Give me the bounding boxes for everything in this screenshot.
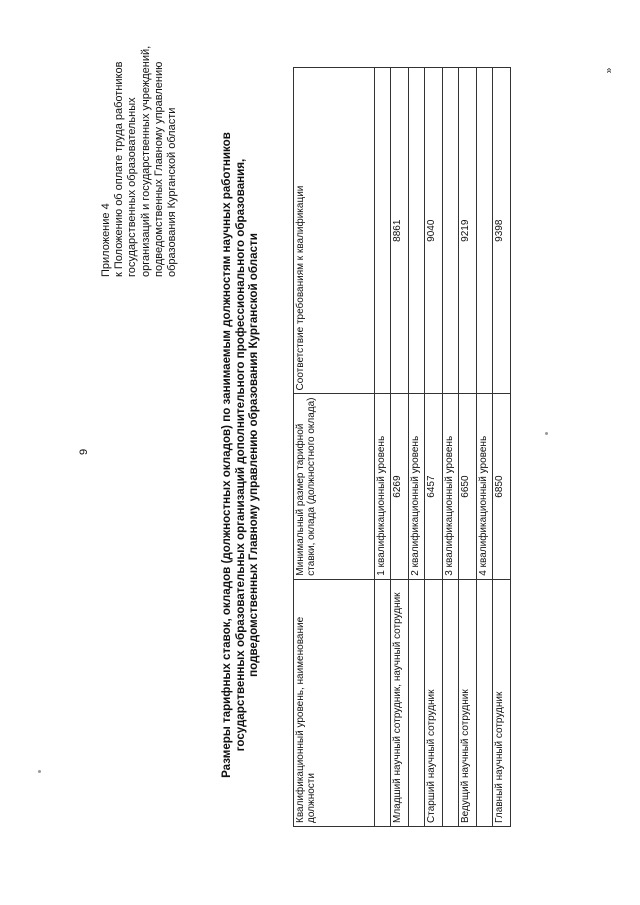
salary-value: 6850 xyxy=(493,394,511,579)
appendix-line: Приложение 4 xyxy=(100,203,112,277)
appendix-line: подведомственных Главному управлению xyxy=(152,61,165,277)
position-name: Главный научный сотрудник xyxy=(493,579,511,826)
salary-value: 6269 xyxy=(391,394,409,579)
table-row xyxy=(409,68,425,827)
qualification-level: 4 квалификационный уровень xyxy=(477,394,493,579)
salary-table xyxy=(293,67,511,827)
table-row xyxy=(477,68,493,827)
qualification-level: 3 квалификационный уровень xyxy=(443,394,459,579)
header-qualification: Соответствие требованиям к квалификации xyxy=(294,68,375,394)
header-position: Квалификационный уровень, наименование должности xyxy=(294,579,375,826)
table-row xyxy=(443,68,459,827)
position-name: Старший научный сотрудник xyxy=(425,579,443,826)
qualification-level: 2 квалификационный уровень xyxy=(409,394,425,579)
position-name: Ведущий научный сотрудник xyxy=(459,579,477,826)
salary-value: 6457 xyxy=(425,394,443,579)
appendix-line: к Положению об оплате труда работников xyxy=(113,61,126,277)
scan-speck xyxy=(545,432,548,435)
qualified-salary-value: 9219 xyxy=(459,68,477,394)
qualification-level: 1 квалификационный уровень xyxy=(375,394,391,579)
appendix-line: образования Курганской области xyxy=(166,107,179,277)
corner-mark: » xyxy=(603,67,615,74)
scan-speck xyxy=(38,770,41,773)
table-header-row xyxy=(294,68,375,827)
qualified-salary-value: 9398 xyxy=(493,68,511,394)
appendix-line: государственных образовательных xyxy=(126,97,139,277)
page-number: 9 xyxy=(78,448,90,455)
appendix-line: организаций и государственных учреждений, xyxy=(139,45,152,277)
header-salary: Минимальный размер тарифной ставки, оклада (должностного оклада) xyxy=(294,394,375,579)
table-row xyxy=(425,68,443,827)
qualified-salary-value: 8861 xyxy=(391,68,409,394)
position-name: Младший научный сотрудник, научный сотрудник xyxy=(391,579,409,826)
appendix-header xyxy=(100,0,179,277)
table-row xyxy=(391,68,409,827)
table-row xyxy=(375,68,391,827)
table-row xyxy=(493,68,511,827)
table-row xyxy=(459,68,477,827)
qualified-salary-value: 9040 xyxy=(425,68,443,394)
document-title: Размеры тарифных ставок, окладов (должностных окладов) по занимаемым должностям научных работников государственных образовательных организаций дополнительного профессионального образования, подведомственных Главному управлению образования Курганской области xyxy=(220,132,260,778)
salary-value: 6650 xyxy=(459,394,477,579)
